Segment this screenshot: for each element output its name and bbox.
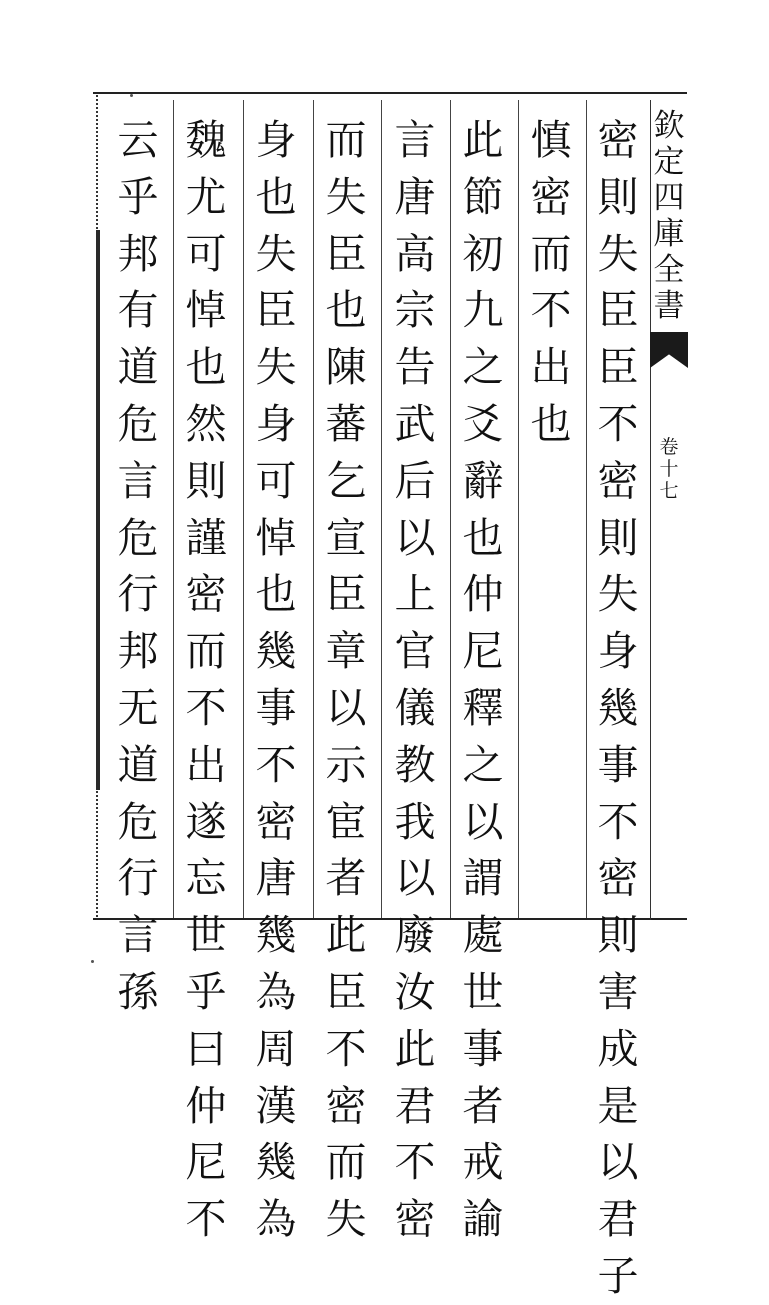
text-char: 之 [462, 343, 504, 392]
text-char: 是 [597, 1081, 639, 1130]
text-char: 密 [255, 797, 297, 846]
text-char: 初 [462, 229, 504, 278]
text-char: 漢 [255, 1081, 297, 1130]
text-char: 不 [325, 1024, 367, 1073]
text-char: 不 [530, 286, 572, 335]
text-char: 失 [255, 229, 297, 278]
text-char: 臣 [255, 286, 297, 335]
text-char: 而 [325, 1138, 367, 1187]
text-char: 宣 [325, 513, 367, 562]
text-char: 有 [117, 286, 159, 335]
text-char: 君 [394, 1081, 436, 1130]
text-char: 此 [325, 911, 367, 960]
text-char: 儀 [394, 683, 436, 732]
text-char: 密 [325, 1081, 367, 1130]
text-char: 也 [325, 286, 367, 335]
text-char: 爻 [462, 399, 504, 448]
text-char: 失 [255, 343, 297, 392]
text-char: 密 [185, 570, 227, 619]
text-char: 上 [394, 570, 436, 619]
text-char: 道 [117, 740, 159, 789]
text-char: 失 [597, 570, 639, 619]
text-column [108, 112, 168, 1016]
text-char: 不 [597, 797, 639, 846]
text-char: 道 [117, 343, 159, 392]
text-char: 武 [394, 399, 436, 448]
text-char: 可 [255, 456, 297, 505]
text-char: 出 [530, 343, 572, 392]
text-char: 辭 [462, 456, 504, 505]
text-char: 魏 [185, 116, 227, 164]
text-char: 后 [394, 456, 436, 505]
text-char: 无 [117, 683, 159, 732]
text-char: 乎 [185, 967, 227, 1016]
text-char: 高 [394, 229, 436, 278]
text-char: 周 [255, 1024, 297, 1073]
margin-title-char: 庫 [653, 216, 685, 252]
column-divider [243, 100, 244, 918]
text-char: 可 [185, 229, 227, 278]
margin-title-char: 定 [653, 144, 685, 180]
text-char: 則 [597, 172, 639, 221]
text-char: 不 [185, 683, 227, 732]
text-char: 而 [530, 229, 572, 278]
text-char: 幾 [255, 911, 297, 960]
text-char: 以 [394, 854, 436, 903]
text-char: 唐 [394, 172, 436, 221]
text-char: 密 [394, 1195, 436, 1244]
text-char: 幾 [255, 627, 297, 676]
text-char: 宗 [394, 286, 436, 335]
text-char: 成 [597, 1024, 639, 1073]
text-char: 則 [597, 513, 639, 562]
text-char: 身 [255, 399, 297, 448]
column-divider [518, 100, 519, 918]
text-char: 為 [255, 967, 297, 1016]
text-column [588, 112, 648, 1300]
text-char: 也 [185, 343, 227, 392]
text-char: 謹 [185, 513, 227, 562]
text-char: 謂 [462, 854, 504, 903]
text-char: 示 [325, 740, 367, 789]
text-char: 慎 [530, 116, 572, 164]
margin-title-char: 欽 [653, 108, 685, 144]
text-char: 失 [325, 1195, 367, 1244]
text-char: 也 [255, 570, 297, 619]
text-char: 陳 [325, 343, 367, 392]
text-char: 幾 [597, 683, 639, 732]
text-char: 者 [325, 854, 367, 903]
text-char: 廢 [394, 911, 436, 960]
text-char: 諭 [462, 1195, 504, 1244]
text-char: 九 [462, 286, 504, 335]
text-char: 云 [117, 116, 159, 164]
text-char: 事 [255, 683, 297, 732]
text-char: 尼 [462, 627, 504, 676]
text-char: 行 [117, 854, 159, 903]
scan-speck [130, 94, 133, 97]
text-char: 仲 [462, 570, 504, 619]
text-char: 尼 [185, 1138, 227, 1187]
text-char: 告 [394, 343, 436, 392]
text-char: 則 [597, 911, 639, 960]
text-char: 以 [325, 683, 367, 732]
margin-volume-char: 十 [659, 458, 679, 480]
text-char: 臣 [597, 286, 639, 335]
text-char: 臣 [325, 967, 367, 1016]
margin-book-title [651, 108, 687, 324]
text-column [385, 112, 445, 1244]
text-column [521, 112, 581, 912]
margin-volume-char: 七 [659, 480, 679, 502]
text-char: 不 [255, 740, 297, 789]
text-char: 事 [597, 740, 639, 789]
text-column [316, 112, 376, 1244]
scan-speck [91, 960, 94, 963]
text-column [246, 112, 306, 1244]
text-char: 臣 [325, 570, 367, 619]
text-char: 節 [462, 172, 504, 221]
text-char: 出 [185, 740, 227, 789]
text-char: 此 [394, 1024, 436, 1073]
text-char: 事 [462, 1024, 504, 1073]
text-char: 言 [394, 116, 436, 164]
text-char: 此 [462, 116, 504, 164]
text-char: 君 [597, 1195, 639, 1244]
text-char: 子 [597, 1251, 639, 1300]
text-char: 唐 [255, 854, 297, 903]
column-divider [381, 100, 382, 918]
text-char: 蕃 [325, 399, 367, 448]
text-char: 危 [117, 797, 159, 846]
text-char: 幾 [255, 1138, 297, 1187]
margin-volume-label [651, 436, 687, 502]
text-char: 宦 [325, 797, 367, 846]
margin-title-char: 書 [653, 288, 685, 324]
margin-title-char: 全 [653, 252, 685, 288]
text-char: 曰 [185, 1024, 227, 1073]
text-char: 也 [462, 513, 504, 562]
text-char: 然 [185, 399, 227, 448]
text-char: 乞 [325, 456, 367, 505]
margin-title-char: 四 [653, 180, 685, 216]
text-char: 臣 [597, 343, 639, 392]
text-char: 戒 [462, 1138, 504, 1187]
text-char: 悼 [185, 286, 227, 335]
text-char: 邦 [117, 627, 159, 676]
text-char: 害 [597, 967, 639, 1016]
text-char: 密 [597, 116, 639, 164]
text-char: 不 [394, 1138, 436, 1187]
column-divider [450, 100, 451, 918]
column-divider [173, 100, 174, 918]
text-char: 失 [597, 229, 639, 278]
text-char: 邦 [117, 229, 159, 278]
text-char: 言 [117, 456, 159, 505]
column-divider [313, 100, 314, 918]
text-char: 孫 [117, 967, 159, 1016]
text-char: 臣 [325, 229, 367, 278]
text-char: 失 [325, 172, 367, 221]
text-char: 悼 [255, 513, 297, 562]
text-char: 密 [530, 172, 572, 221]
text-char: 危 [117, 399, 159, 448]
text-char: 則 [185, 456, 227, 505]
text-char: 章 [325, 627, 367, 676]
text-char: 也 [255, 172, 297, 221]
text-column [453, 112, 513, 1244]
text-char: 以 [462, 797, 504, 846]
text-char: 世 [185, 911, 227, 960]
text-char: 釋 [462, 683, 504, 732]
text-char: 乎 [117, 172, 159, 221]
text-char: 言 [117, 911, 159, 960]
text-char: 處 [462, 911, 504, 960]
text-char: 遂 [185, 797, 227, 846]
text-char: 密 [597, 456, 639, 505]
text-char: 身 [255, 116, 297, 164]
text-char: 而 [325, 116, 367, 164]
text-char: 教 [394, 740, 436, 789]
text-char: 仲 [185, 1081, 227, 1130]
text-char: 身 [597, 627, 639, 676]
text-char: 為 [255, 1195, 297, 1244]
text-column [176, 112, 236, 1244]
margin-volume-char: 卷 [659, 436, 679, 458]
text-char: 忘 [185, 854, 227, 903]
text-char: 密 [597, 854, 639, 903]
text-char: 者 [462, 1081, 504, 1130]
text-char: 也 [530, 399, 572, 448]
binding-edge-mark [96, 230, 100, 790]
text-char: 危 [117, 513, 159, 562]
text-char: 之 [462, 740, 504, 789]
text-char: 不 [597, 399, 639, 448]
text-char: 以 [597, 1138, 639, 1187]
text-char: 汝 [394, 967, 436, 1016]
column-divider [586, 100, 587, 918]
text-char: 而 [185, 627, 227, 676]
text-char: 以 [394, 513, 436, 562]
text-char: 世 [462, 967, 504, 1016]
text-char: 不 [185, 1195, 227, 1244]
text-char: 尤 [185, 172, 227, 221]
text-char: 官 [394, 627, 436, 676]
text-char: 我 [394, 797, 436, 846]
text-char: 行 [117, 570, 159, 619]
